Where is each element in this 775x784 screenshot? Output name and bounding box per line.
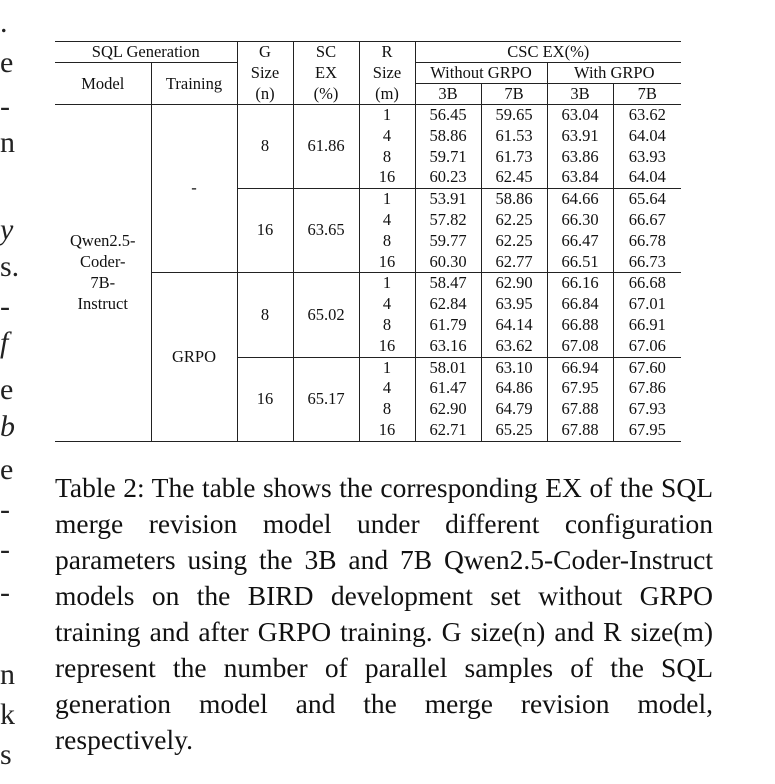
g-size-cell: 16 bbox=[237, 189, 293, 273]
with-grpo-3b-cell: 67.88 bbox=[547, 399, 613, 420]
header-sc-ex-3: (%) bbox=[293, 84, 359, 105]
r-size-cell: 16 bbox=[359, 336, 415, 357]
r-size-cell: 8 bbox=[359, 399, 415, 420]
without-grpo-3b-cell: 61.79 bbox=[415, 315, 481, 336]
with-grpo-7b-cell: 64.04 bbox=[613, 167, 681, 188]
with-grpo-3b-cell: 66.30 bbox=[547, 210, 613, 231]
left-fragment-text: - bbox=[0, 576, 10, 609]
without-grpo-7b-cell: 62.25 bbox=[481, 231, 547, 252]
without-grpo-7b-cell: 62.90 bbox=[481, 273, 547, 294]
left-fragment-text: s. bbox=[0, 250, 20, 283]
with-grpo-7b-cell: 67.95 bbox=[613, 420, 681, 441]
without-grpo-7b-cell: 64.14 bbox=[481, 315, 547, 336]
with-grpo-7b-cell: 67.01 bbox=[628, 294, 666, 314]
header-with-grpo: With GRPO bbox=[547, 63, 681, 84]
with-grpo-3b-cell: 66.16 bbox=[547, 273, 613, 294]
with-grpo-3b-cell: 63.91 bbox=[547, 126, 613, 147]
without-grpo-3b-cell: 62.84 bbox=[415, 294, 481, 315]
without-grpo-3b-cell: 60.23 bbox=[415, 167, 481, 188]
r-size-cell: 1 bbox=[359, 189, 415, 210]
sc-ex-cell: 65.17 bbox=[293, 357, 359, 441]
r-size-cell: 8 bbox=[359, 231, 415, 252]
header-g-size-2: Size bbox=[237, 63, 293, 84]
header-model: Model bbox=[55, 63, 151, 105]
left-fragment-text: e bbox=[0, 46, 14, 79]
left-fragment-text: - bbox=[0, 90, 10, 123]
r-size-cell: 4 bbox=[359, 126, 415, 147]
without-grpo-3b-cell: 56.45 bbox=[415, 105, 481, 126]
model-name-line: Coder- bbox=[80, 252, 126, 272]
r-size-cell: 8 bbox=[359, 147, 415, 168]
without-grpo-3b-cell: 60.30 bbox=[415, 252, 481, 273]
without-grpo-7b-cell: 62.25 bbox=[481, 210, 547, 231]
without-grpo-7b-cell: 62.77 bbox=[481, 252, 547, 273]
table-row bbox=[55, 105, 681, 126]
g-size-cell: 8 bbox=[237, 273, 293, 357]
without-grpo-3b-cell: 62.71 bbox=[415, 420, 481, 441]
r-size-cell: 16 bbox=[359, 252, 415, 273]
without-grpo-7b-cell: 64.79 bbox=[481, 399, 547, 420]
with-grpo-7b-cell: 66.78 bbox=[628, 230, 666, 250]
model-name-line: Instruct bbox=[77, 293, 128, 313]
with-grpo-3b-cell: 67.88 bbox=[547, 420, 613, 441]
header-without-grpo: Without GRPO bbox=[415, 63, 547, 84]
training-cell: GRPO bbox=[151, 273, 237, 441]
header-g-size-3: (n) bbox=[237, 84, 293, 105]
left-fragment-text: e bbox=[0, 373, 14, 406]
without-grpo-7b-cell: 64.86 bbox=[481, 378, 547, 399]
with-grpo-3b-cell: 66.51 bbox=[547, 252, 613, 273]
left-fragment-text: - bbox=[0, 493, 10, 526]
without-grpo-3b-cell: 62.90 bbox=[415, 399, 481, 420]
with-grpo-3b-cell: 63.86 bbox=[547, 147, 613, 168]
with-grpo-7b-cell: 67.93 bbox=[628, 399, 666, 419]
r-size-cell: 16 bbox=[359, 420, 415, 441]
with-grpo-3b-cell: 66.94 bbox=[547, 357, 613, 378]
table-body bbox=[55, 105, 681, 442]
with-grpo-7b-cell: 66.91 bbox=[628, 314, 666, 334]
without-grpo-3b-cell: 58.47 bbox=[415, 273, 481, 294]
header-csc-ex: CSC EX(%) bbox=[415, 42, 681, 63]
left-fragment-text: . bbox=[0, 6, 8, 39]
header-r-size-3: (m) bbox=[359, 84, 415, 105]
with-grpo-3b-cell: 64.66 bbox=[547, 189, 613, 210]
sc-ex-cell: 61.86 bbox=[293, 105, 359, 189]
without-grpo-3b-cell: 58.86 bbox=[415, 126, 481, 147]
without-grpo-7b-cell: 63.10 bbox=[481, 357, 547, 378]
r-size-cell: 1 bbox=[359, 273, 415, 294]
with-grpo-3b-cell: 66.47 bbox=[547, 231, 613, 252]
results-table bbox=[55, 41, 681, 442]
header-sc-ex-2: EX bbox=[293, 63, 359, 84]
left-fragment-text: s bbox=[0, 738, 12, 771]
without-grpo-3b-cell: 57.82 bbox=[415, 210, 481, 231]
without-grpo-7b-cell: 61.53 bbox=[481, 126, 547, 147]
r-size-cell: 1 bbox=[359, 105, 415, 126]
model-name-line: Qwen2.5- bbox=[69, 231, 136, 251]
header-sql-generation: SQL Generation bbox=[55, 42, 237, 63]
left-fragment-text: n bbox=[0, 126, 15, 159]
with-grpo-7b-cell: 66.68 bbox=[628, 273, 666, 293]
header-training: Training bbox=[151, 63, 237, 105]
header-col-7b-with: 7B bbox=[613, 84, 681, 105]
r-size-cell: 4 bbox=[359, 378, 415, 399]
left-fragment-text: - bbox=[0, 533, 10, 566]
r-size-cell: 8 bbox=[359, 315, 415, 336]
sc-ex-cell: 65.02 bbox=[293, 273, 359, 357]
with-grpo-3b-cell: 67.08 bbox=[547, 336, 613, 357]
without-grpo-7b-cell: 62.45 bbox=[481, 167, 547, 188]
left-fragment-text: e bbox=[0, 453, 14, 486]
with-grpo-7b-cell: 66.67 bbox=[628, 209, 666, 229]
with-grpo-7b-cell: 65.64 bbox=[628, 189, 666, 209]
with-grpo-3b-cell: 63.84 bbox=[547, 167, 613, 188]
without-grpo-3b-cell: 58.01 bbox=[415, 357, 481, 378]
model-name-cell bbox=[55, 105, 151, 442]
without-grpo-7b-cell: 58.86 bbox=[481, 189, 547, 210]
with-grpo-7b-cell: 63.93 bbox=[628, 146, 666, 166]
left-column-fragments bbox=[0, 0, 22, 784]
left-fragment-text: b bbox=[0, 410, 15, 443]
with-grpo-7b-cell: 64.04 bbox=[628, 125, 666, 145]
header-col-7b-without: 7B bbox=[481, 84, 547, 105]
without-grpo-3b-cell: 59.71 bbox=[415, 147, 481, 168]
without-grpo-7b-cell: 65.25 bbox=[481, 420, 547, 441]
r-size-cell: 4 bbox=[359, 294, 415, 315]
table-header bbox=[55, 42, 681, 105]
without-grpo-7b-cell: 63.95 bbox=[481, 294, 547, 315]
header-r-size-2: Size bbox=[359, 63, 415, 84]
without-grpo-3b-cell: 63.16 bbox=[415, 336, 481, 357]
r-size-cell: 16 bbox=[359, 167, 415, 188]
left-fragment-text: - bbox=[0, 290, 10, 323]
training-cell: - bbox=[151, 105, 237, 273]
with-grpo-3b-cell: 66.88 bbox=[547, 315, 613, 336]
header-col-3b-without: 3B bbox=[415, 84, 481, 105]
with-grpo-3b-cell: 67.95 bbox=[547, 378, 613, 399]
with-grpo-7b-cell: 66.73 bbox=[613, 252, 681, 273]
sc-ex-cell: 63.65 bbox=[293, 189, 359, 273]
header-r-size-1: R bbox=[359, 42, 415, 63]
without-grpo-3b-cell: 61.47 bbox=[415, 378, 481, 399]
header-g-size-1: G bbox=[237, 42, 293, 63]
left-fragment-text: k bbox=[0, 698, 15, 731]
model-name-line: 7B- bbox=[90, 272, 116, 292]
left-fragment-text: y bbox=[0, 213, 14, 246]
g-size-cell: 16 bbox=[237, 357, 293, 441]
without-grpo-7b-cell: 59.65 bbox=[481, 105, 547, 126]
with-grpo-3b-cell: 63.04 bbox=[547, 105, 613, 126]
without-grpo-3b-cell: 53.91 bbox=[415, 189, 481, 210]
with-grpo-3b-cell: 66.84 bbox=[547, 294, 613, 315]
header-sc-ex-1: SC bbox=[293, 42, 359, 63]
without-grpo-7b-cell: 63.62 bbox=[481, 336, 547, 357]
without-grpo-3b-cell: 59.77 bbox=[415, 231, 481, 252]
left-fragment-text: f bbox=[0, 326, 9, 359]
with-grpo-7b-cell: 63.62 bbox=[628, 105, 666, 124]
left-fragment-text: n bbox=[0, 658, 15, 691]
r-size-cell: 1 bbox=[359, 357, 415, 378]
without-grpo-7b-cell: 61.73 bbox=[481, 147, 547, 168]
with-grpo-7b-cell: 67.06 bbox=[613, 336, 681, 357]
with-grpo-7b-cell: 67.60 bbox=[628, 357, 666, 377]
g-size-cell: 8 bbox=[237, 105, 293, 189]
table-caption: Table 2: The table shows the corresponding EX of the SQL merge revision model under different configuration parameters using the 3B and 7B Qwen2.5-Coder-Instruct models on the BIRD development set without GRPO training and after GRPO training. G size(n) and R size(m) represent the number of parallel samples of the SQL generation model and the merge revision model, respectively. bbox=[55, 472, 713, 755]
with-grpo-7b-cell: 67.86 bbox=[628, 378, 666, 398]
r-size-cell: 4 bbox=[359, 210, 415, 231]
header-col-3b-with: 3B bbox=[547, 84, 613, 105]
